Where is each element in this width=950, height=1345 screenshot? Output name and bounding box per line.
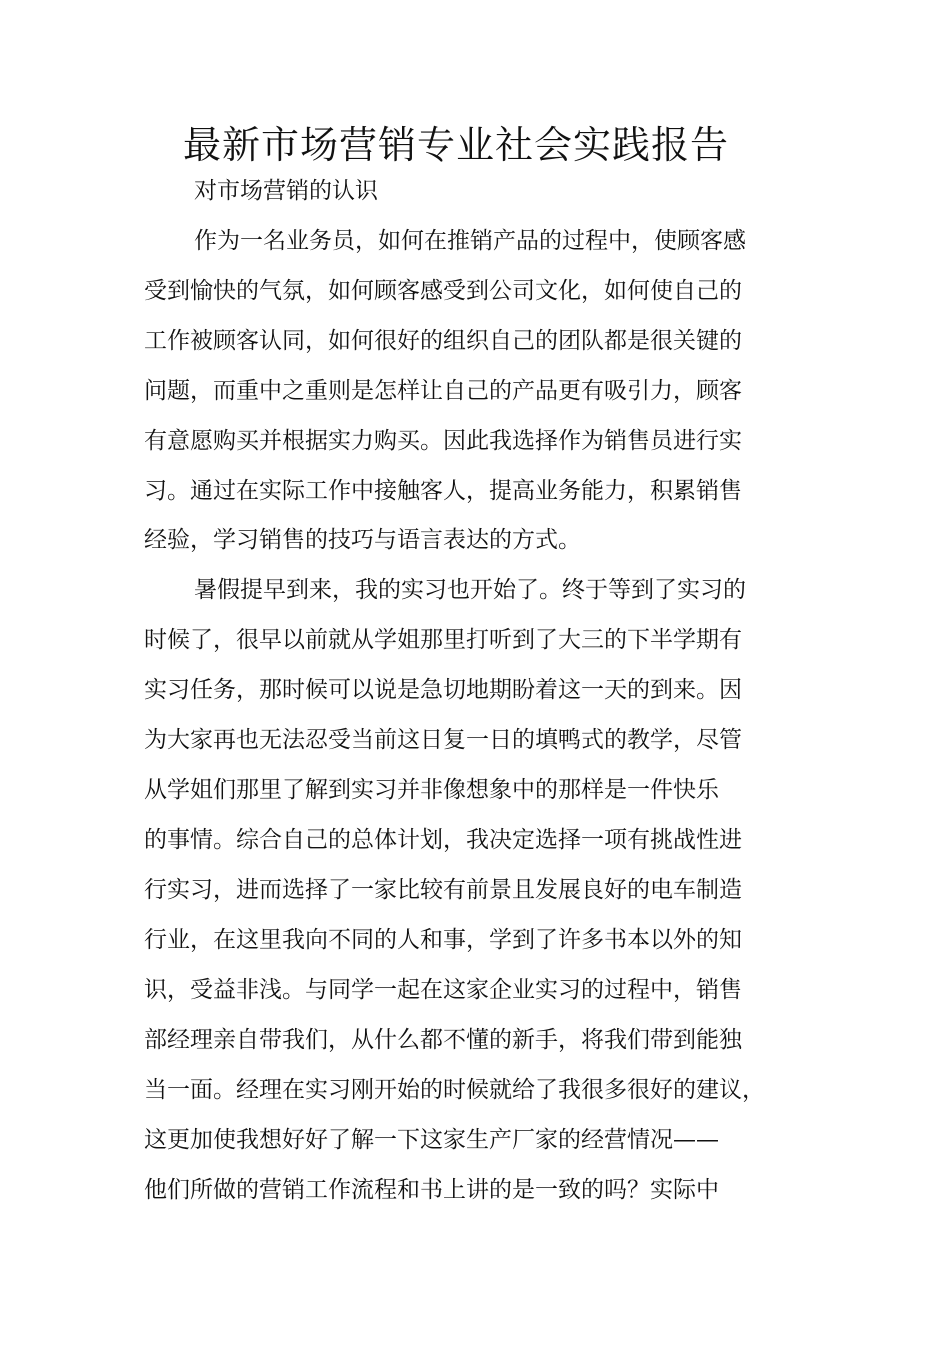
paragraph-line: 时候了，很早以前就从学姐那里打听到了大三的下半学期有: [144, 627, 742, 653]
paragraph-line: 行业，在这里我向不同的人和事，学到了许多书本以外的知: [144, 927, 742, 953]
paragraph-line: 暑假提早到来，我的实习也开始了。终于等到了实习的: [194, 577, 746, 603]
paragraph-line: 实习任务，那时候可以说是急切地期盼着这一天的到来。因: [144, 677, 742, 703]
section-heading: 对市场营销的认识: [194, 178, 378, 204]
paragraph-line: 为大家再也无法忍受当前这日复一日的填鸭式的教学，尽管: [144, 727, 742, 753]
paragraph-line: 作为一名业务员，如何在推销产品的过程中，使顾客感: [194, 228, 746, 254]
paragraph-line: 工作被顾客认同，如何很好的组织自己的团队都是很关键的: [144, 328, 742, 354]
paragraph-line: 从学姐们那里了解到实习并非像想象中的那样是一件快乐: [144, 777, 719, 803]
paragraph-line: 习。通过在实际工作中接触客人，提高业务能力，积累销售: [144, 478, 742, 504]
paragraph-line: 识，受益非浅。与同学一起在这家企业实习的过程中，销售: [144, 977, 742, 1003]
paragraph-line: 问题，而重中之重则是怎样让自己的产品更有吸引力，顾客: [144, 378, 742, 404]
paragraph-line: 行实习，进而选择了一家比较有前景且发展良好的电车制造: [144, 877, 742, 903]
paragraph-line: 他们所做的营销工作流程和书上讲的是一致的吗？实际中: [144, 1177, 719, 1203]
paragraph-line: 经验，学习销售的技巧与语言表达的方式。: [144, 527, 581, 553]
paragraph-line: 的事情。综合自己的总体计划，我决定选择一项有挑战性进: [144, 827, 742, 853]
paragraph-line: 受到愉快的气氛，如何顾客感受到公司文化，如何使自己的: [144, 278, 742, 304]
paragraph-line: 部经理亲自带我们，从什么都不懂的新手，将我们带到能独: [144, 1027, 742, 1053]
paragraph-line: 有意愿购买并根据实力购买。因此我选择作为销售员进行实: [144, 428, 742, 454]
document-title: 最新市场营销专业社会实践报告: [182, 123, 729, 167]
paragraph-line: 当一面。经理在实习刚开始的时候就给了我很多很好的建议，: [144, 1077, 765, 1103]
paragraph-line: 这更加使我想好好了解一下这家生产厂家的经营情况——: [144, 1127, 719, 1153]
